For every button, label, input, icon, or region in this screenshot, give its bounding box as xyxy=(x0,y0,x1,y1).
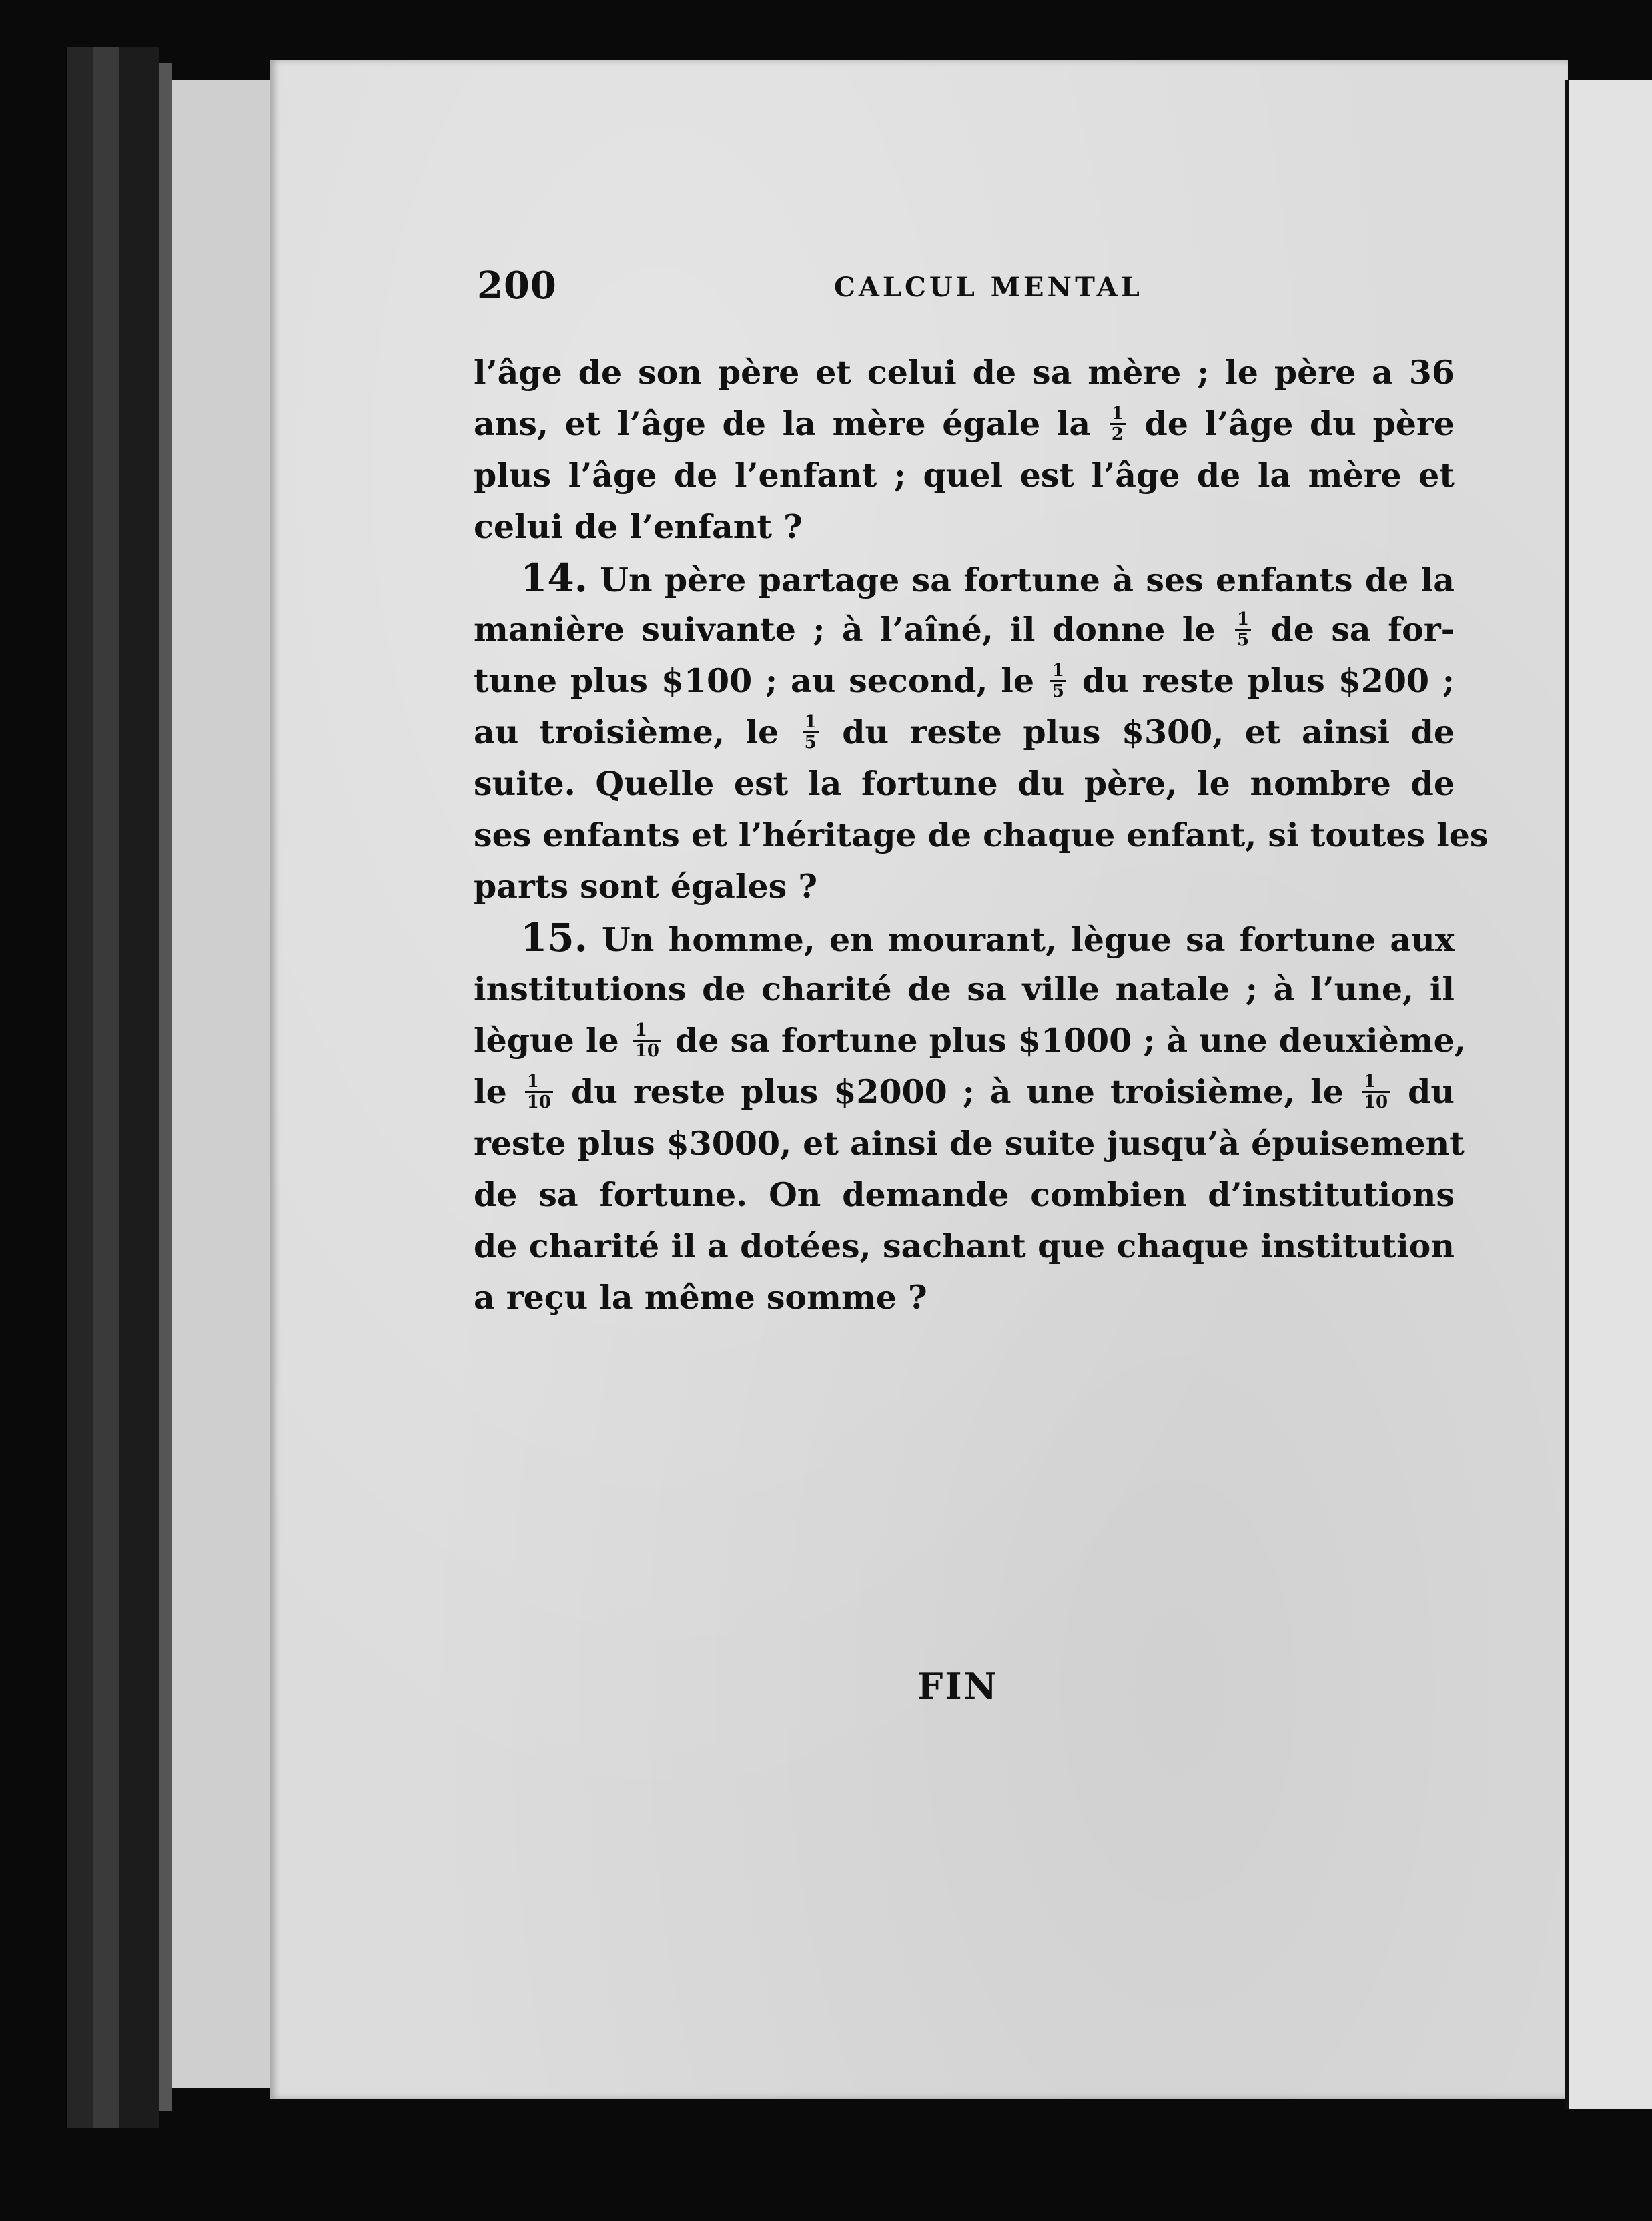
text-line: celui de l’enfant ? xyxy=(474,507,803,546)
problem-number: 14. xyxy=(520,555,588,601)
book-edge-strip xyxy=(159,63,172,2111)
body-text xyxy=(474,347,1489,1323)
fraction: $\frac{1}{10}$ xyxy=(1362,1073,1390,1111)
text-line: de sa fortune. On demande combien d’institutions xyxy=(474,1175,1455,1214)
running-title: CALCUL MENTAL xyxy=(834,272,1143,303)
book-edge-strip xyxy=(93,47,119,2128)
fraction: $\frac{1}{5}$ xyxy=(1050,662,1066,700)
book-edge-strip xyxy=(67,47,93,2128)
next-page-edge xyxy=(1565,80,1652,2109)
problem-number: 15. xyxy=(520,915,588,960)
end-mark: FIN xyxy=(917,1665,999,1708)
fraction: $\frac{1}{5}$ xyxy=(1235,611,1251,649)
text-line: l’âge de son père et celui de sa mère ; le père a 36 xyxy=(474,353,1455,392)
fraction: $\frac{1}{5}$ xyxy=(803,713,819,751)
text-line: le $\frac{1}{10}$ du reste plus $2000 ; à une troisième, le $\frac{1}{10}$ du xyxy=(474,1072,1455,1113)
text-line: tune plus $100 ; au second, le $\frac{1}{5}$ du reste plus $200 ; xyxy=(474,661,1455,701)
fraction: $\frac{1}{2}$ xyxy=(1110,405,1126,443)
text-line: lègue le $\frac{1}{10}$ de sa fortune plus $1000 ; à une deuxième, xyxy=(474,1020,1466,1061)
text-line: reste plus $3000, et ainsi de suite jusqu’à épuisement xyxy=(474,1124,1465,1163)
text-line: a reçu la même somme ? xyxy=(474,1278,927,1317)
previous-page-edge xyxy=(172,80,272,2088)
fraction: $\frac{1}{10}$ xyxy=(525,1073,553,1111)
page-number: 200 xyxy=(477,264,557,308)
running-head xyxy=(477,264,1478,317)
text-line: 14. Un père partage sa fortune à ses enfants de la xyxy=(520,555,1455,601)
book-edge-strip xyxy=(119,47,159,2128)
text-line: institutions de charité de sa ville natale ; à l’une, il xyxy=(474,970,1455,1008)
text-line: parts sont égales ? xyxy=(474,867,818,906)
text-line: 15. Un homme, en mourant, lègue sa fortune aux xyxy=(520,915,1455,960)
text-line: suite. Quelle est la fortune du père, le nombre de xyxy=(474,764,1455,803)
text-line: manière suivante ; à l’aîné, il donne le $\frac{1}{5}$ de sa for- xyxy=(474,609,1455,650)
text-line: plus l’âge de l’enfant ; quel est l’âge de la mère et xyxy=(474,456,1455,495)
fraction: $\frac{1}{10}$ xyxy=(633,1022,661,1060)
text-line: de charité il a dotées, sachant que chaque institution xyxy=(474,1227,1455,1265)
text-line: au troisième, le $\frac{1}{5}$ du reste plus $300, et ainsi de xyxy=(474,712,1455,753)
text-line: ans, et l’âge de la mère égale la $\frac{1}{2}$ de l’âge du père xyxy=(474,404,1455,444)
text-line: ses enfants et l’héritage de chaque enfant, si toutes les xyxy=(474,816,1489,854)
book-page xyxy=(270,60,1568,2099)
